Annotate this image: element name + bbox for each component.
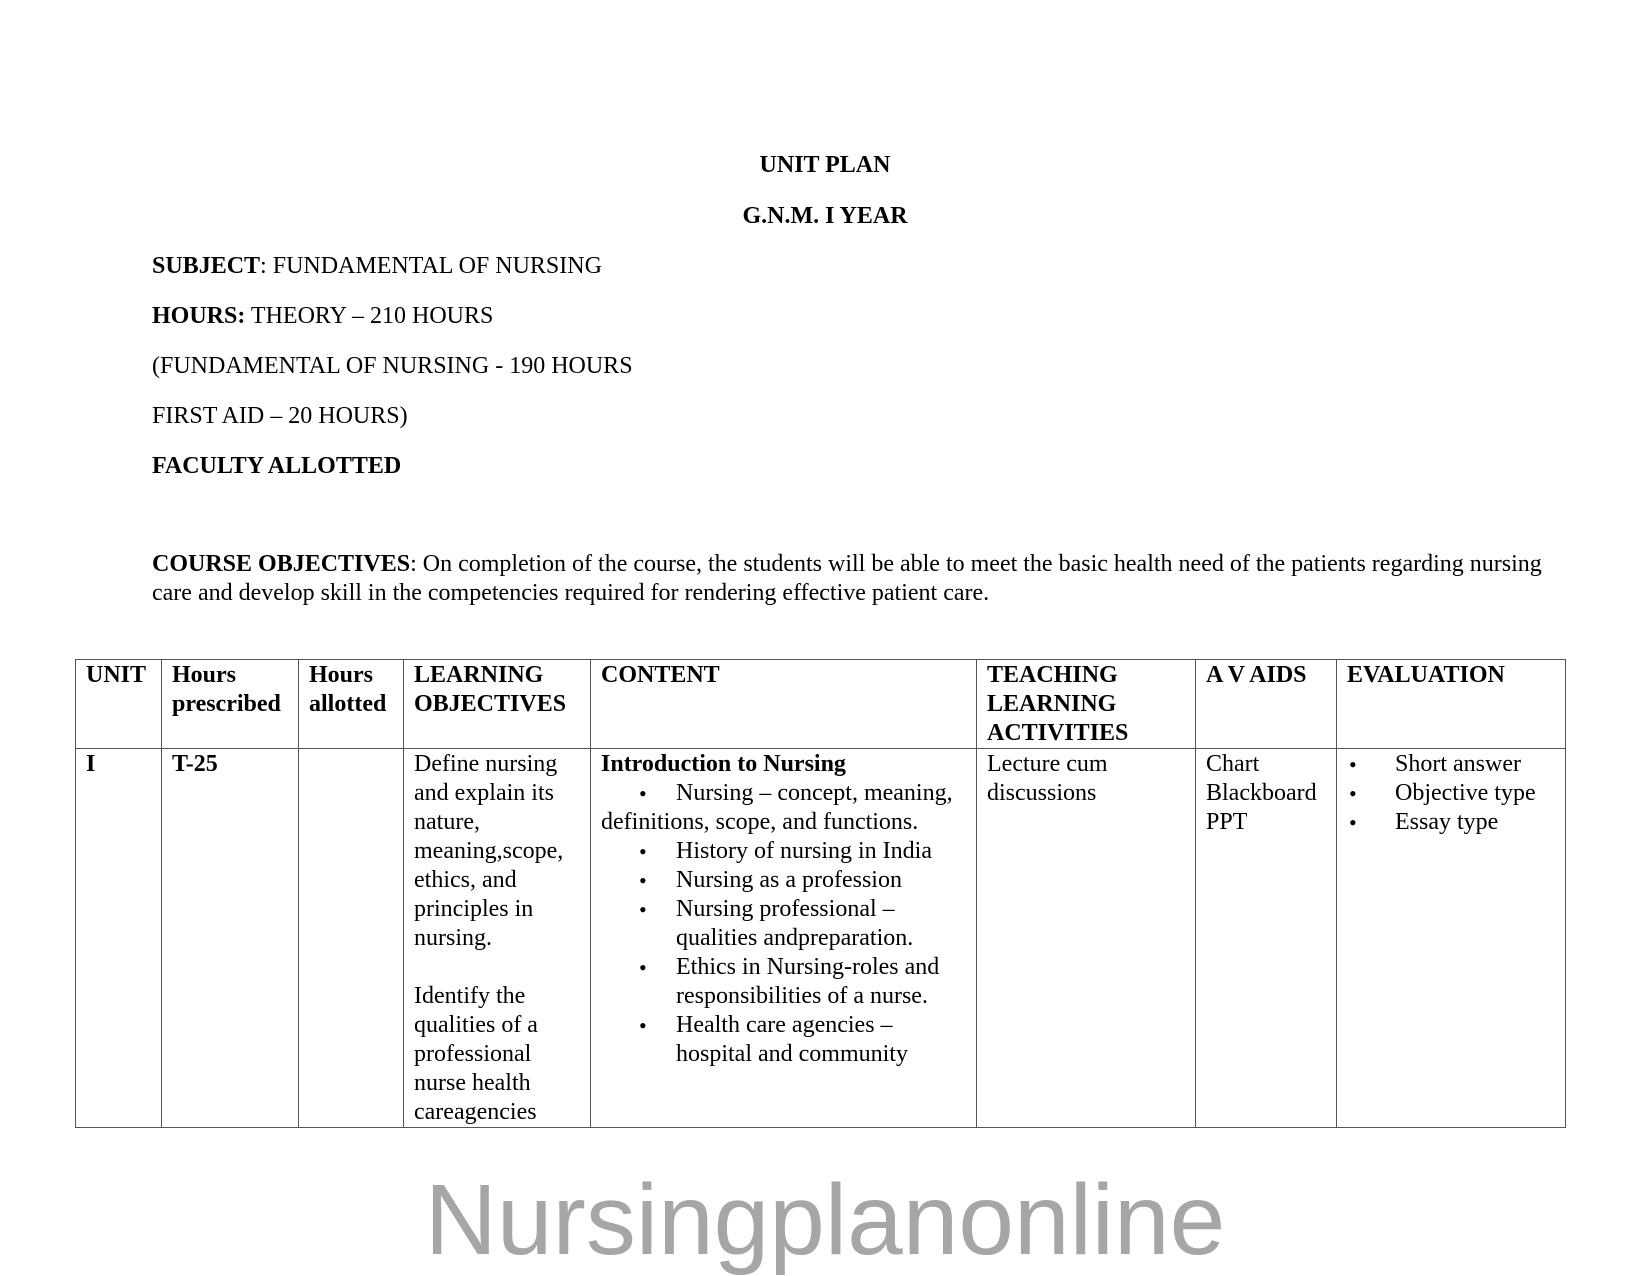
cell-teaching-activities: Lecture cum discussions — [977, 749, 1196, 1128]
header-evaluation: EVALUATION — [1337, 660, 1566, 749]
content-list-item: • History of nursing in India — [601, 837, 966, 866]
subject-line — [152, 253, 602, 280]
content-list-item: • Nursing professional – qualities andpreparation. — [601, 895, 966, 953]
content-list — [601, 837, 966, 1069]
unit-plan-table — [75, 659, 1566, 1128]
course-objectives — [152, 550, 1552, 608]
evaluation-item: • Objective type — [1347, 779, 1555, 808]
cell-hours-allotted — [299, 749, 404, 1128]
av-aid-item: Chart — [1206, 751, 1260, 777]
content-list-first — [601, 779, 966, 808]
cell-evaluation — [1337, 749, 1566, 1128]
header-learning-objectives: LEARNING OBJECTIVES — [404, 660, 591, 749]
header-teaching-activities: TEACHING LEARNING ACTIVITIES — [977, 660, 1196, 749]
subject-label: SUBJECT — [152, 253, 261, 279]
av-aid-item: Blackboard — [1206, 780, 1317, 806]
cell-av-aids — [1196, 749, 1337, 1128]
hours-line — [152, 303, 493, 330]
header-hours-allotted: Hours allotted — [299, 660, 404, 749]
document-title: UNIT PLAN — [759, 152, 891, 178]
evaluation-list — [1347, 750, 1555, 837]
cell-unit: I — [76, 749, 162, 1128]
content-title: Introduction to Nursing — [601, 751, 846, 777]
header-av-aids: A V AIDS — [1196, 660, 1337, 749]
cell-hours-prescribed: T-25 — [162, 749, 299, 1128]
header-unit: UNIT — [76, 660, 162, 749]
av-aid-item: PPT — [1206, 809, 1248, 835]
content-list-item: • Nursing – concept, meaning, — [601, 779, 966, 808]
hours-breakdown-1: (FUNDAMENTAL OF NURSING - 190 HOURS — [152, 353, 633, 379]
table-header-row — [76, 660, 1566, 749]
subject-value: : FUNDAMENTAL OF NURSING — [260, 253, 602, 279]
cell-learning-objectives — [404, 749, 591, 1128]
course-objectives-label: COURSE OBJECTIVES — [152, 551, 411, 577]
hours-value: THEORY – 210 HOURS — [245, 303, 494, 329]
header-content: CONTENT — [591, 660, 977, 749]
watermark: Nursingplanonline — [424, 1164, 1226, 1276]
content-continuation: definitions, scope, and functions. — [601, 809, 919, 835]
objective-text: Identify the qualities of a professional nurse health careagencies — [414, 983, 538, 1125]
content-list-item: • Health care agencies – hospital and community — [601, 1011, 966, 1069]
header-hours-prescribed: Hours prescribed — [162, 660, 299, 749]
course-objectives-text: : On completion of the course, the students will be able to meet the basic health need of the patients regarding nursing care and develop skill in the competencies required for rendering effective patient care. — [152, 551, 1542, 606]
evaluation-item: • Essay type — [1347, 808, 1555, 837]
faculty-label: FACULTY ALLOTTED — [152, 453, 402, 479]
document-subtitle: G.N.M. I YEAR — [742, 203, 908, 229]
objective-spacer — [414, 953, 580, 982]
hours-label: HOURS: — [152, 303, 246, 329]
evaluation-item: • Short answer — [1347, 750, 1555, 779]
objective-text: Define nursing and explain its nature, meaning,scope, ethics, and principles in nursing. — [414, 751, 564, 951]
content-list-item: • Ethics in Nursing-roles and responsibilities of a nurse. — [601, 953, 966, 1011]
cell-content — [591, 749, 977, 1128]
table-row — [76, 749, 1566, 1128]
content-list-item: • Nursing as a profession — [601, 866, 966, 895]
hours-breakdown-2: FIRST AID – 20 HOURS) — [152, 403, 408, 429]
